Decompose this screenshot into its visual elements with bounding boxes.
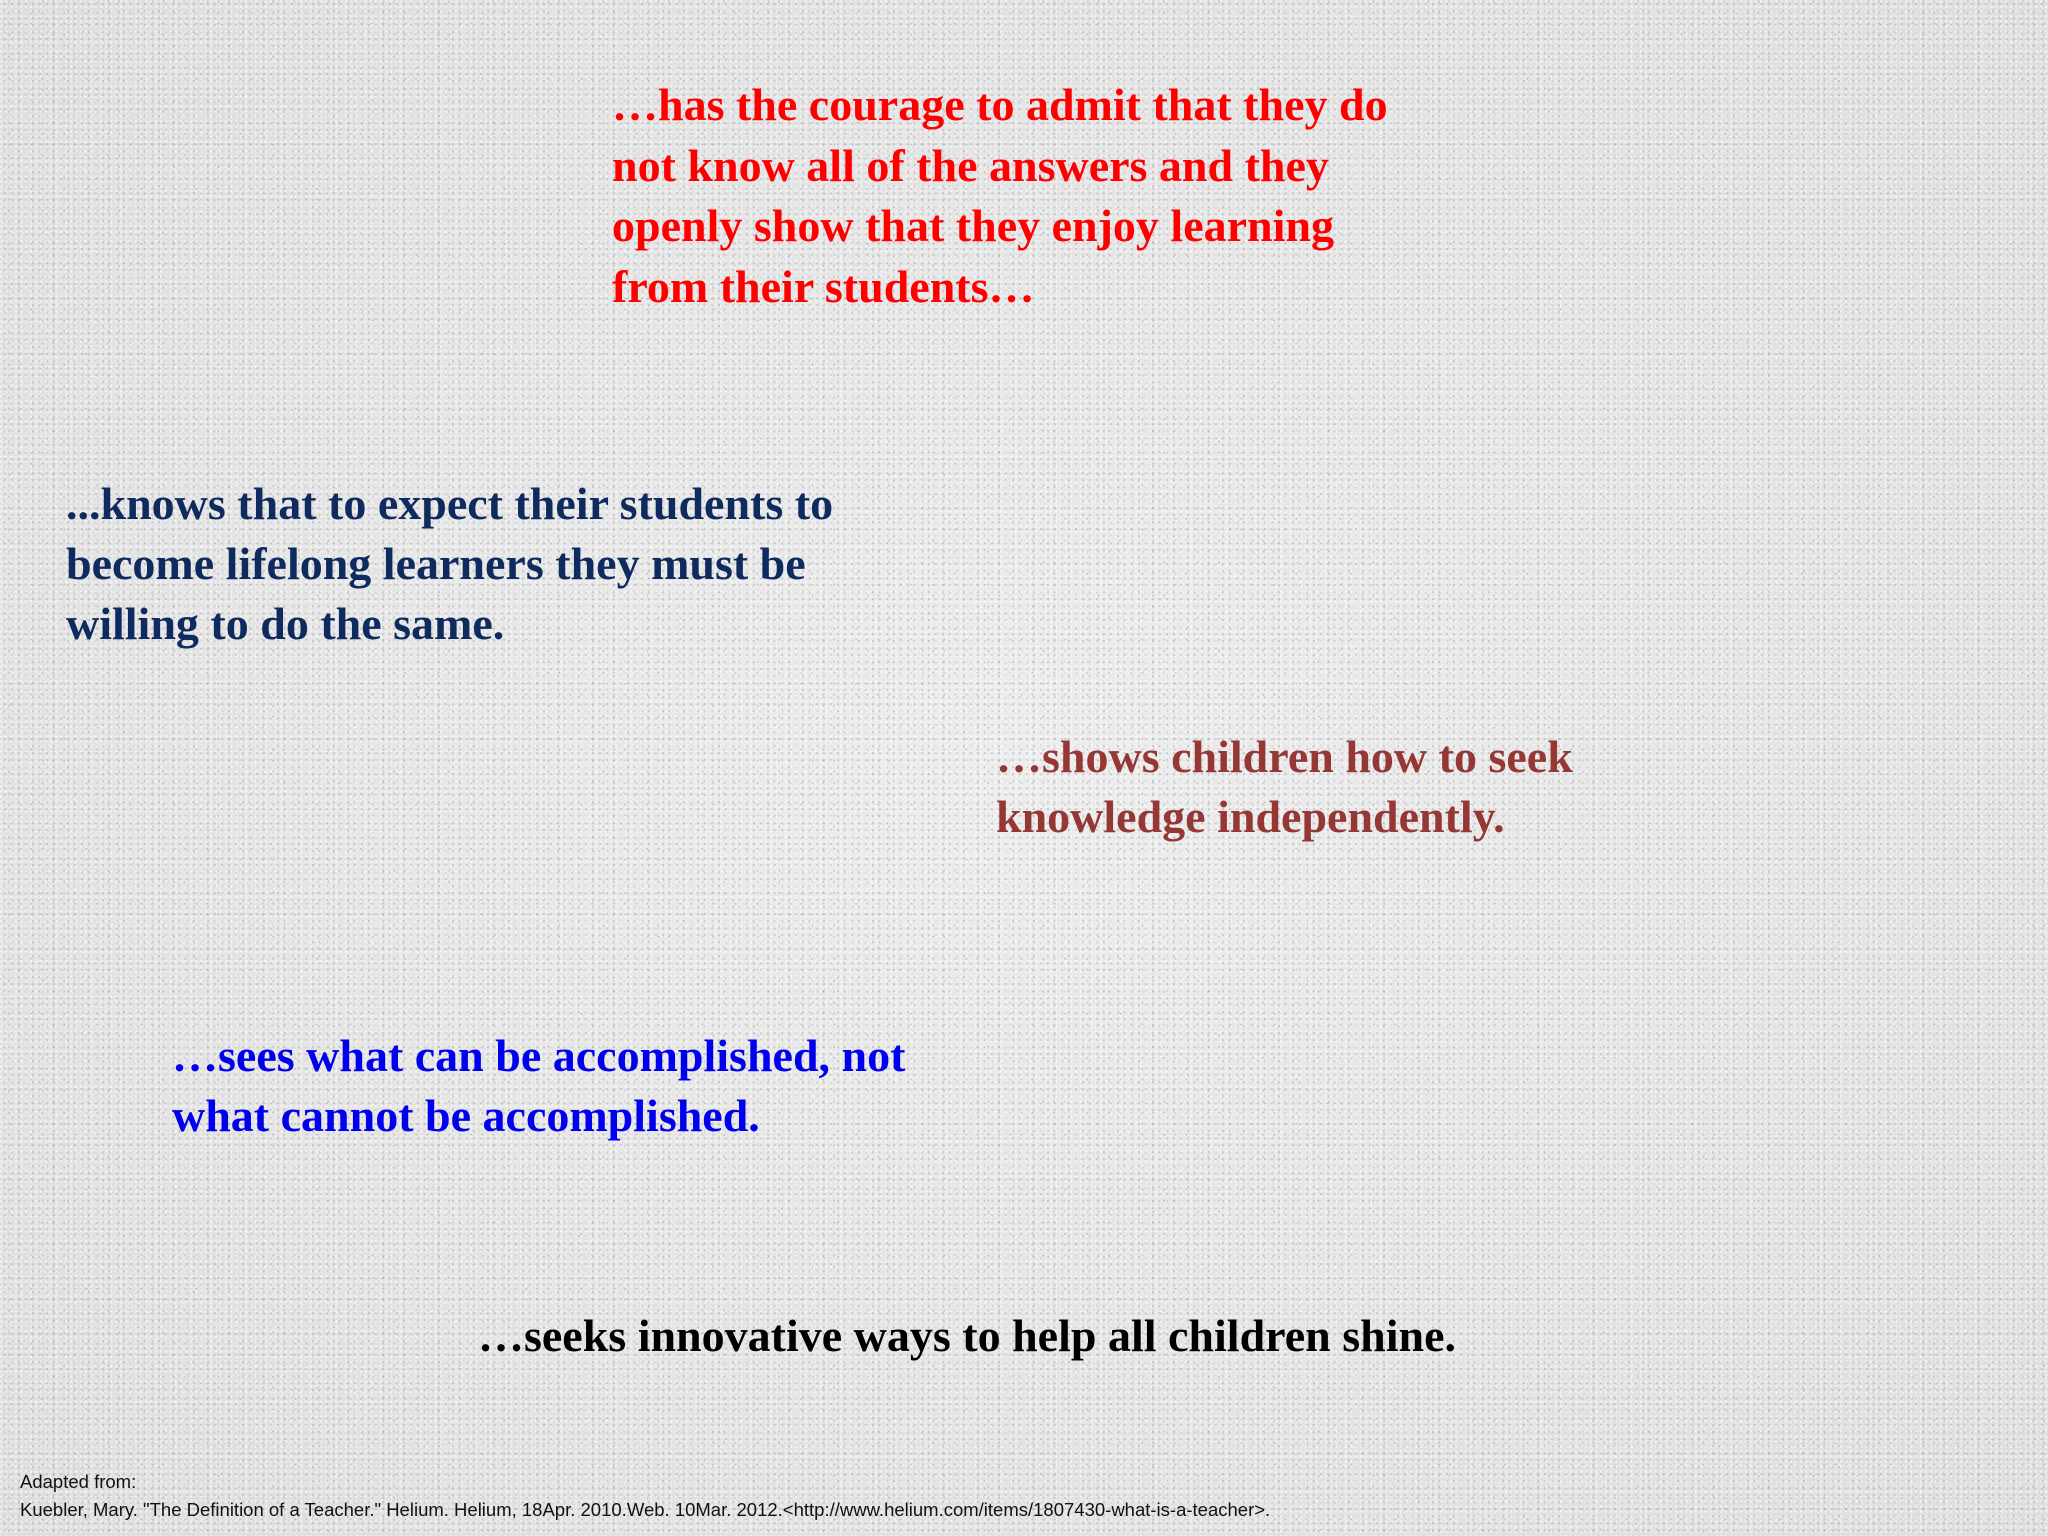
quote-seek-knowledge: …shows children how to seek knowledge independently. — [996, 731, 1573, 842]
quote-help-children-shine: …seeks innovative ways to help all children shine. — [477, 1310, 1457, 1361]
quote-courage-to-admit: …has the courage to admit that they do not know all of the answers and they openly show that they enjoy learning from their students… — [612, 79, 1388, 312]
source-citation: Kuebler, Mary. "The Definition of a Teacher." Helium. Helium, 18Apr. 2010.Web. 10Mar. 2012.<http://www.helium.com/items/1807430-what-is-a-teacher>. — [20, 1499, 1271, 1520]
quote-what-can-be-accomplished: …sees what can be accomplished, not what cannot be accomplished. — [172, 1030, 906, 1141]
source-label: Adapted from: — [20, 1471, 137, 1492]
quote-lifelong-learners: ...knows that to expect their students to become lifelong learners they must be willing to do the same. — [66, 478, 834, 649]
